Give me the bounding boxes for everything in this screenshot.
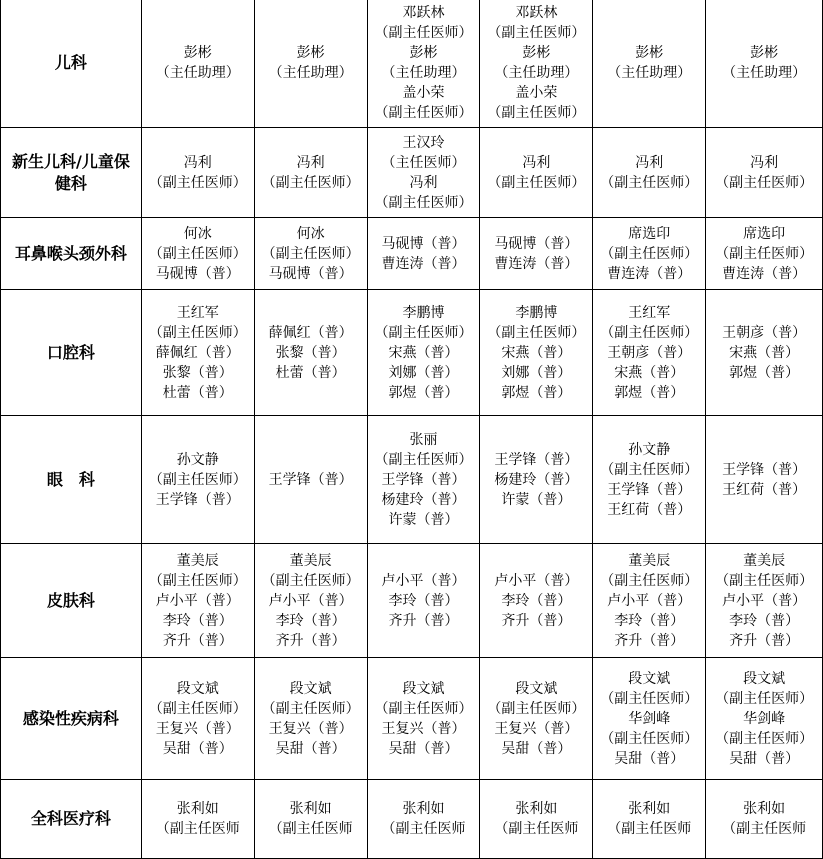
doctor-name: 冯利 <box>183 154 212 171</box>
doctor-name: 段文斌 <box>402 680 445 697</box>
doctor-name: 董美辰 <box>176 552 219 569</box>
schedule-cell <box>593 218 706 290</box>
schedule-cell <box>367 416 480 544</box>
doctor-name: 许蒙（普） <box>501 491 572 508</box>
doctor-title: （副主任医师） <box>148 471 247 488</box>
doctor-name: 彭彬 <box>296 44 325 61</box>
doctor-title: （副主任医师 <box>494 821 579 837</box>
schedule-cell <box>367 290 480 416</box>
doctor-name: 王学锋（普） <box>155 491 240 508</box>
doctor-title: （副主任医师） <box>261 700 360 717</box>
doctor-name: 宋燕（普） <box>501 344 572 361</box>
schedule-cell <box>593 416 706 544</box>
doctor-title: （副主任医师） <box>148 700 247 717</box>
doctor-title: （主任助理） <box>155 64 240 81</box>
doctor-title: （副主任医师） <box>487 104 586 121</box>
doctor-name: 李鹏博 <box>515 304 558 321</box>
doctor-name: 张利如 <box>402 801 445 817</box>
doctor-name: 华剑峰 <box>628 710 671 727</box>
doctor-name: 段文斌 <box>176 680 219 697</box>
department-label: 耳鼻喉头颈外科 <box>14 243 127 263</box>
schedule-cell <box>593 780 706 859</box>
schedule-cell <box>141 416 254 544</box>
schedule-cell <box>706 0 823 128</box>
doctor-name: 何冰 <box>296 225 325 242</box>
doctor-name: 齐升（普） <box>162 632 233 649</box>
schedule-cell <box>254 0 367 128</box>
doctor-name: 王红荷（普） <box>607 501 692 518</box>
department-label: 儿科 <box>54 52 87 72</box>
doctor-name: 王学锋（普） <box>494 451 579 468</box>
schedule-cell <box>367 780 480 859</box>
doctor-name: 吴甜（普） <box>501 740 572 757</box>
doctor-name: 张利如 <box>176 801 219 817</box>
doctor-title: （主任助理） <box>268 64 353 81</box>
doctor-name: 齐升（普） <box>275 632 346 649</box>
schedule-cell <box>141 0 254 128</box>
doctor-title: （副主任医师） <box>374 194 473 211</box>
doctor-name: 卢小平（普） <box>494 572 579 589</box>
doctor-name: 彭彬 <box>409 44 438 61</box>
schedule-row <box>1 128 823 218</box>
schedule-cell <box>593 128 706 218</box>
schedule-cell <box>254 128 367 218</box>
doctor-name: 郭煜（普） <box>388 384 459 401</box>
schedule-cell <box>480 0 593 128</box>
doctor-name: 孙文静 <box>628 441 671 458</box>
schedule-cell <box>254 416 367 544</box>
doctor-name: 彭彬 <box>635 44 664 61</box>
department-name <box>1 290 142 416</box>
schedule-cell <box>480 544 593 658</box>
doctor-name: 吴甜（普） <box>729 750 800 767</box>
schedule-cell <box>367 544 480 658</box>
doctor-title: （副主任医师） <box>148 245 247 262</box>
doctor-name: 董美辰 <box>628 552 671 569</box>
doctor-title: （副主任医师） <box>374 324 473 341</box>
doctor-title: （副主任医师） <box>715 690 814 707</box>
doctor-name: 张黎（普） <box>162 364 233 381</box>
doctor-name: 张利如 <box>743 801 786 817</box>
doctor-title: （主任助理） <box>494 64 579 81</box>
department-label: 口腔科 <box>46 342 95 362</box>
doctor-title: （副主任医师） <box>715 174 814 191</box>
doctor-name: 曹连涛（普） <box>722 265 807 282</box>
doctor-name: 华剑峰 <box>743 710 786 727</box>
schedule-cell <box>706 416 823 544</box>
doctor-name: 马砚博（普） <box>268 265 353 282</box>
doctor-title: （副主任医师 <box>722 821 807 837</box>
schedule-cell <box>254 780 367 859</box>
department-label: 眼 科 <box>46 469 95 489</box>
doctor-name: 冯利 <box>522 154 551 171</box>
department-label: 皮肤科 <box>46 590 95 610</box>
doctor-title: （副主任医师 <box>381 821 466 837</box>
department-label: 全科医疗科 <box>30 809 111 828</box>
department-name <box>1 128 142 218</box>
doctor-name: 彭彬 <box>750 44 779 61</box>
doctor-name: 张黎（普） <box>275 344 346 361</box>
doctor-name: 王复兴（普） <box>381 720 466 737</box>
doctor-name: 薛佩红（普） <box>155 344 240 361</box>
schedule-cell <box>480 658 593 780</box>
doctor-name: 王复兴（普） <box>155 720 240 737</box>
schedule-row <box>1 780 823 859</box>
doctor-title: （副主任医师） <box>715 572 814 589</box>
doctor-title: （副主任医师） <box>374 451 473 468</box>
schedule-cell <box>367 658 480 780</box>
doctor-name: 王红军 <box>628 304 671 321</box>
doctor-name: 段文斌 <box>743 670 786 687</box>
schedule-row <box>1 658 823 780</box>
doctor-name: 李玲（普） <box>275 612 346 629</box>
doctor-name: 彭彬 <box>183 44 212 61</box>
schedule-cell <box>367 128 480 218</box>
doctor-name: 马砚博（普） <box>494 235 579 252</box>
schedule-cell <box>141 128 254 218</box>
doctor-name: 李玲（普） <box>729 612 800 629</box>
doctor-title: （主任助理） <box>381 64 466 81</box>
schedule-cell <box>480 218 593 290</box>
doctor-name: 席选印 <box>628 225 671 242</box>
schedule-cell <box>480 128 593 218</box>
doctor-title: （副主任医师） <box>715 245 814 262</box>
doctor-title: （副主任医师） <box>487 24 586 41</box>
doctor-name: 曹连涛（普） <box>381 255 466 272</box>
doctor-name: 宋燕（普） <box>614 364 685 381</box>
schedule-cell <box>367 218 480 290</box>
doctor-name: 卢小平（普） <box>607 592 692 609</box>
schedule-cell <box>141 658 254 780</box>
doctor-title: （副主任医师 <box>155 821 240 837</box>
doctor-title: （副主任医师 <box>607 821 692 837</box>
schedule-cell <box>706 218 823 290</box>
doctor-title: （副主任医师） <box>261 245 360 262</box>
doctor-title: （副主任医师） <box>715 730 814 747</box>
doctor-name: 吴甜（普） <box>388 740 459 757</box>
doctor-title: （副主任医师） <box>487 700 586 717</box>
schedule-cell <box>593 0 706 128</box>
doctor-title: （副主任医师） <box>600 245 699 262</box>
doctor-title: （副主任医师） <box>600 461 699 478</box>
department-name <box>1 658 142 780</box>
doctor-name: 郭煜（普） <box>614 384 685 401</box>
schedule-cell <box>254 218 367 290</box>
doctor-name: 李玲（普） <box>388 592 459 609</box>
doctor-name: 王学锋（普） <box>607 481 692 498</box>
doctor-title: （副主任医师） <box>374 104 473 121</box>
doctor-name: 曹连涛（普） <box>494 255 579 272</box>
doctor-name: 齐升（普） <box>729 632 800 649</box>
doctor-title: （副主任医师） <box>600 174 699 191</box>
doctor-name: 王学锋（普） <box>722 461 807 478</box>
schedule-cell <box>480 780 593 859</box>
doctor-name: 杨建玲（普） <box>381 491 466 508</box>
doctor-title: （副主任医师） <box>600 730 699 747</box>
doctor-name: 卢小平（普） <box>155 592 240 609</box>
schedule-cell <box>254 658 367 780</box>
department-name <box>1 218 142 290</box>
doctor-name: 刘娜（普） <box>501 364 572 381</box>
doctor-name: 曹连涛（普） <box>607 265 692 282</box>
doctor-name: 薛佩红（普） <box>268 324 353 341</box>
doctor-title: （副主任医师） <box>148 572 247 589</box>
doctor-name: 郭煜（普） <box>729 364 800 381</box>
doctor-name: 盖小荣 <box>515 84 558 101</box>
doctor-title: （副主任医师） <box>487 324 586 341</box>
doctor-title: （副主任医师） <box>487 174 586 191</box>
schedule-cell <box>141 290 254 416</box>
doctor-name: 孙文静 <box>176 451 219 468</box>
doctor-name: 董美辰 <box>743 552 786 569</box>
doctor-name: 彭彬 <box>522 44 551 61</box>
doctor-title: （主任医师） <box>381 154 466 171</box>
doctor-name: 董美辰 <box>289 552 332 569</box>
doctor-name: 齐升（普） <box>501 612 572 629</box>
doctor-name: 宋燕（普） <box>729 344 800 361</box>
doctor-name: 李玲（普） <box>614 612 685 629</box>
schedule-cell <box>706 128 823 218</box>
doctor-name: 王复兴（普） <box>494 720 579 737</box>
schedule-cell <box>706 780 823 859</box>
doctor-name: 刘娜（普） <box>388 364 459 381</box>
schedule-cell <box>480 416 593 544</box>
schedule-cell <box>141 780 254 859</box>
department-name <box>1 780 142 859</box>
schedule-row <box>1 290 823 416</box>
schedule-cell <box>480 290 593 416</box>
doctor-title: （副主任医师） <box>261 572 360 589</box>
doctor-name: 冯利 <box>635 154 664 171</box>
department-label: 新生儿科/儿童保健科 <box>11 151 130 193</box>
doctor-name: 杜蕾（普） <box>162 384 233 401</box>
department-name <box>1 416 142 544</box>
doctor-name: 张利如 <box>289 801 332 817</box>
doctor-name: 杜蕾（普） <box>275 364 346 381</box>
doctor-title: （副主任医师） <box>374 700 473 717</box>
department-name <box>1 0 142 128</box>
doctor-name: 王朝彦（普） <box>607 344 692 361</box>
schedule-cell <box>141 218 254 290</box>
doctor-name: 张利如 <box>628 801 671 817</box>
doctor-name: 卢小平（普） <box>268 592 353 609</box>
doctor-name: 吴甜（普） <box>275 740 346 757</box>
doctor-name: 王红军 <box>176 304 219 321</box>
doctor-name: 李鹏博 <box>402 304 445 321</box>
doctor-name: 宋燕（普） <box>388 344 459 361</box>
schedule-cell <box>367 0 480 128</box>
doctor-name: 许蒙（普） <box>388 511 459 528</box>
doctor-name: 邓跃林 <box>515 4 558 21</box>
doctor-title: （副主任医师） <box>600 572 699 589</box>
doctor-name: 盖小荣 <box>402 84 445 101</box>
doctor-name: 王复兴（普） <box>268 720 353 737</box>
doctor-name: 张丽 <box>409 431 438 448</box>
doctor-name: 冯利 <box>296 154 325 171</box>
doctor-name: 齐升（普） <box>388 612 459 629</box>
doctor-name: 李玲（普） <box>162 612 233 629</box>
schedule-cell <box>593 290 706 416</box>
doctor-name: 张利如 <box>515 801 558 817</box>
doctor-title: （主任助理） <box>607 64 692 81</box>
schedule-cell <box>706 290 823 416</box>
schedule-cell <box>706 544 823 658</box>
doctor-name: 何冰 <box>183 225 212 242</box>
schedule-body <box>1 0 823 859</box>
doctor-title: （副主任医师 <box>268 821 353 837</box>
schedule-cell <box>593 544 706 658</box>
doctor-name: 吴甜（普） <box>614 750 685 767</box>
doctor-title: （副主任医师） <box>600 324 699 341</box>
doctor-title: （副主任医师） <box>374 24 473 41</box>
schedule-cell <box>254 544 367 658</box>
doctor-title: （主任助理） <box>722 64 807 81</box>
doctor-name: 邓跃林 <box>402 4 445 21</box>
doctor-name: 卢小平（普） <box>722 592 807 609</box>
doctor-name: 王学锋（普） <box>268 471 353 488</box>
schedule-row <box>1 416 823 544</box>
doctor-name: 马砚博（普） <box>155 265 240 282</box>
schedule-cell <box>593 658 706 780</box>
doctor-title: （副主任医师） <box>600 690 699 707</box>
doctor-name: 郭煜（普） <box>501 384 572 401</box>
schedule-row <box>1 544 823 658</box>
doctor-name: 席选印 <box>743 225 786 242</box>
doctor-name: 马砚博（普） <box>381 235 466 252</box>
doctor-title: （副主任医师） <box>261 174 360 191</box>
department-name <box>1 544 142 658</box>
doctor-name: 齐升（普） <box>614 632 685 649</box>
doctor-name: 冯利 <box>409 174 438 191</box>
doctor-name: 王汉玲 <box>402 134 445 151</box>
schedule-cell <box>706 658 823 780</box>
doctor-name: 王朝彦（普） <box>722 324 807 341</box>
doctor-name: 王红荷（普） <box>722 481 807 498</box>
schedule-cell <box>141 544 254 658</box>
schedule-row <box>1 0 823 128</box>
doctor-name: 吴甜（普） <box>162 740 233 757</box>
doctor-title: （副主任医师） <box>148 174 247 191</box>
doctor-name: 段文斌 <box>515 680 558 697</box>
doctor-name: 段文斌 <box>628 670 671 687</box>
schedule-row <box>1 218 823 290</box>
schedule-cell <box>254 290 367 416</box>
doctor-title: （副主任医师） <box>148 324 247 341</box>
doctor-name: 卢小平（普） <box>381 572 466 589</box>
doctor-name: 杨建玲（普） <box>494 471 579 488</box>
doctor-name: 李玲（普） <box>501 592 572 609</box>
doctor-name: 王学锋（普） <box>381 471 466 488</box>
department-label: 感染性疾病科 <box>22 708 119 728</box>
doctor-name: 冯利 <box>750 154 779 171</box>
doctor-name: 段文斌 <box>289 680 332 697</box>
